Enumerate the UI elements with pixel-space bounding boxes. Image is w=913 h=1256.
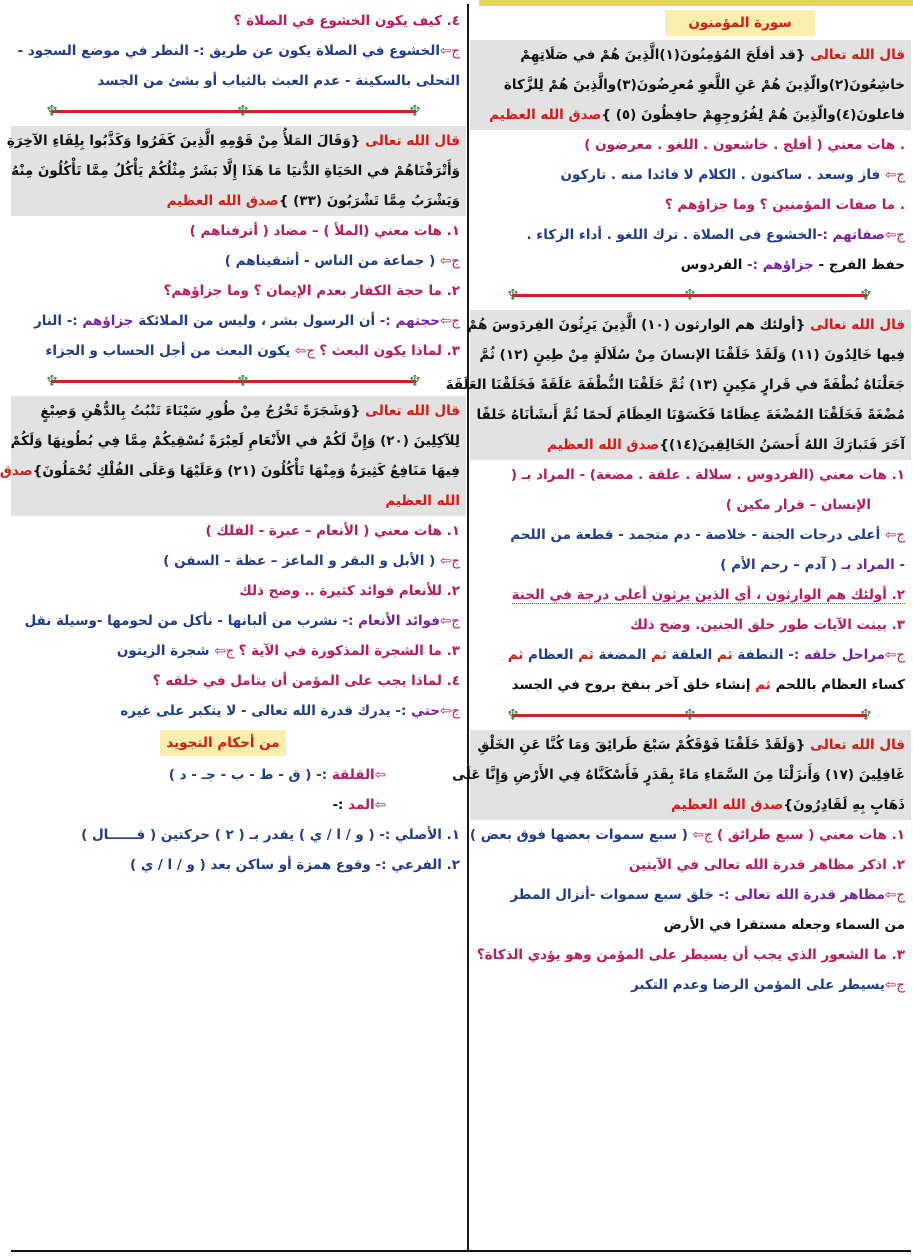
question: ٤. لماذا يجب على المؤمن أن يتامل في خلقه ؟ <box>152 673 460 689</box>
answer-keyword: ثم <box>716 647 733 663</box>
answer-text: ( آدم – رحم الأم ) <box>720 557 837 573</box>
ornament-icon: ♆ <box>683 286 697 304</box>
answer <box>11 546 466 576</box>
left-column <box>0 6 466 1250</box>
question: ٤. كيف يكون الخشوع في الصلاة ؟ <box>233 13 460 29</box>
ornament-icon: ♆ <box>408 102 422 120</box>
verse-text: {أولئك هم الوارثون (١٠) الَّذِينَ يَرِثُونَ الفِردَوسَ هُمْ <box>467 317 811 333</box>
answer-text: الخشوع في الصلاة يكون عن طريق :- النظر في موضع السجود - <box>17 43 440 59</box>
verse-intro: قال الله تعالى <box>810 47 905 63</box>
rule-text: :- <box>332 797 349 813</box>
verse-line: لِلآكِلِينَ (٢٠) وَإِنَّ لَكُمْ في الأَنْعَامِ لَعِبْرَةً نُسْقِيكُمْ مِمَّا فِي بُطُونِهَا وَلَكُمْ <box>11 426 466 456</box>
right-column <box>445 6 911 1250</box>
verse-line <box>470 430 911 460</box>
verse-line: فِيها خَالِدُونَ (١١) وَلَقَدْ خَلَقْنَا الإنسانَ مِنْ سُلَالَةٍ مِنْ طِينٍ (١٢) ثُمَّ <box>470 340 911 370</box>
verse-line <box>0 456 466 486</box>
separator-line <box>51 380 416 383</box>
rule-text: :- ( ق - ط - ب - جـ - د ) <box>168 767 332 783</box>
answer <box>470 550 911 580</box>
ornament-icon: ♆ <box>45 372 59 390</box>
verse-line <box>11 396 466 426</box>
question: ١. هات معني (الفردوس . سلالة . علقة . مضغة) - المراد بـ ( <box>510 467 905 483</box>
verse-text: {وَشَجَرَةً تَخْرُجُ مِنْ طُورِ سَيْنَاءَ تَنْبُتُ بِالدُّهْنِ وَصِبْغٍ <box>40 403 366 419</box>
verse-line <box>6 126 466 156</box>
ornament-icon: ♆ <box>408 372 422 390</box>
answer-label: صفاتهم :- <box>816 227 885 243</box>
ornament-icon: ♆ <box>45 102 59 120</box>
answer <box>470 640 911 670</box>
answer-keyword: ثم <box>651 647 667 663</box>
verse-text: وَيَشْرَبُ مِمَّا تَشْرَبُونَ (٣٣) } <box>278 193 460 209</box>
ornament-icon: ♆ <box>683 706 697 724</box>
answer-arrow-icon: ج⇦ <box>884 227 905 243</box>
verse-text: {وَقَالَ المَلأُ مِنْ قَوْمِهِ الَّذِينَ كَفَرُوا وَكَذَّبُوا بِلِقَاءِ الآخِرَةِ <box>6 133 366 149</box>
answer <box>11 696 466 726</box>
verse-intro: قال الله تعالى <box>810 317 905 333</box>
tajweed-rule <box>11 760 466 790</box>
verse-line <box>467 310 911 340</box>
answer-label: جزاؤهم <box>82 313 134 329</box>
answer-text: إنشاء خلق آخر بنفخ بروح في الجسد <box>511 677 756 693</box>
verse-line <box>470 730 911 760</box>
rule-label: القلقة <box>331 767 375 783</box>
verse-closing: صدق الله العظيم <box>489 107 602 123</box>
question: . ما صفات المؤمنين ؟ وما جزاؤهم ؟ <box>664 197 905 213</box>
ornament-icon: ♆ <box>236 102 250 120</box>
answer-text: العلقة <box>666 647 717 663</box>
question-text: ٣. ما الشجرة المذكورة في الآية ؟ <box>238 643 460 659</box>
answer <box>11 606 466 636</box>
question: ٣. ما الشعور الذي يجب أن يسيطر على المؤمن وهو يؤدي الذكاة؟ <box>476 947 905 963</box>
question-text: ١. هات معني ( سبع طرائق ) <box>716 827 905 843</box>
question: ٢. اذكر مظاهر قدرة الله تعالى في الآيتين <box>628 857 905 873</box>
answer-arrow-icon: ج⇦ <box>294 343 320 359</box>
answer-label: جزاؤهم :- <box>747 257 814 273</box>
verse-line: خاشِعُونَ(٢)والّذِينَ هُمْ عَنِ اللَّغوِ مُعرِضُونَ(٣)والَّذِينَ هُمْ لِلزَّكاة <box>470 70 911 100</box>
answer-text: كساء العظام باللحم <box>770 677 905 693</box>
answer-text: العظام <box>523 647 579 663</box>
hand-pointer-icon: ⇦ <box>374 797 386 813</box>
verse-intro: قال الله تعالى <box>365 403 460 419</box>
verse-intro: قال الله تعالى <box>810 737 905 753</box>
answer-label: مراحل خلقه :- <box>788 647 885 663</box>
qa-inline <box>11 636 466 666</box>
answer <box>470 520 911 550</box>
answer-arrow-icon: ج⇦ <box>439 613 460 629</box>
answer <box>470 670 911 700</box>
ornament-icon: ♆ <box>506 286 520 304</box>
answer <box>470 880 911 910</box>
answer <box>470 250 911 280</box>
question: ٢. ما حجة الكفار بعدم الإيمان ؟ وما جزاؤهم؟ <box>163 283 460 299</box>
hand-pointer-icon: ⇦ <box>374 767 386 783</box>
answer-text: يسيطر على المؤمن الرضا وعدم التكبر <box>631 977 885 993</box>
verse-closing: صدق الله العظيم <box>671 797 784 813</box>
answer-text: شجرة الزيتون <box>116 643 215 659</box>
answer-keyword: ثم <box>578 647 594 663</box>
verse-text: ذَهَابٍ بِهِ لَقَادِرُونَ} <box>783 797 905 813</box>
answer-arrow-icon: ج⇦ <box>439 553 460 569</box>
ornament-icon: ♆ <box>506 706 520 724</box>
question: ١. هات معني ( الأنعام – عبرة - الفلك ) <box>205 523 460 539</box>
answer-text: الخشوع فى الصلاة . ترك اللغو . أداء الزكاء . <box>526 227 817 243</box>
ornament-icon: ♆ <box>859 286 873 304</box>
question: ٣. بينت الآيات طور خلق الجنين. وضح ذلك <box>630 617 905 633</box>
answer-label: - المراد بـ <box>836 557 905 573</box>
answer-text: النطفة <box>732 647 789 663</box>
answer-arrow-icon: ج⇦ <box>214 643 239 659</box>
answer-label: فوائد الأنعام :- <box>342 613 440 629</box>
verse-line: جَعَلْنَاهُ نُطْفَةً في قَرارٍ مَكِينٍ (١٣) ثُمَّ خَلَقْنَا النُّطْفَةَ عَلَقَةً فَخَلَقْنَا العَلَقَةَ <box>470 370 911 400</box>
answer-text: الفردوس <box>680 257 748 273</box>
question <box>470 580 911 610</box>
tajweed-item: ١. الأصلي :- ( و / ا / ي ) يقدر بـ ( ٢ ) حركتين ( قــــــال ) <box>81 827 460 843</box>
answer-text: المضغة <box>593 647 652 663</box>
section-separator <box>11 96 466 126</box>
answer-text: ( الأبل و البقر و الماعز – عظة – السفن ) <box>163 553 440 569</box>
verse-closing-line: الله العظيم <box>11 486 466 516</box>
section-separator <box>11 366 466 396</box>
verse-text: فاعلونَ(٤)والّذِينَ هُمْ لِفُرُوجِهِمْ حافِظُونَ (٥) } <box>601 107 905 123</box>
answer-text: نشرب من ألبانها - نأكل من لحومها -وسيلة نقل <box>24 613 343 629</box>
answer-text: خلق سبع سموات -أنزال المطر <box>510 887 719 903</box>
verse-line: مُضْغَةً فَخَلَقْنَا المُضْغَةَ عِظَامًا فَكَسَوْنَا العِظَامَ لَحمًا ثُمَّ أَنشَأنَاهُ خَلقًا <box>470 400 911 430</box>
verse-text: آخَرَ فَتَبارَكَ اللهُ أَحسَنُ الخَالِقِينَ(١٤)} <box>659 437 905 453</box>
verse-closing: صدق <box>0 463 33 479</box>
qa-inline <box>470 820 911 850</box>
rule-label: المد <box>348 797 375 813</box>
question-text: ٢. أولئك هم الوارثون ، أي الذين يرثون أعلى درجة في الجنة <box>511 587 905 603</box>
answer-text: فاز وسعد . ساكنون . الكلام لا فائدا منه . تاركون <box>560 167 885 183</box>
verse-closing: صدق الله العظيم <box>547 437 660 453</box>
answer-arrow-icon: ج⇦ <box>439 43 460 59</box>
answer-arrow-icon: ج⇦ <box>884 167 905 183</box>
verse-intro: قال الله تعالى <box>365 133 460 149</box>
answer-text: ( جماعة من الناس - أشقيناهم ) <box>224 253 440 269</box>
answer-arrow-icon: ج⇦ <box>439 313 460 329</box>
question: ١. هات معني (الملأ ) – مضاد ( أترفناهم ) <box>189 223 460 239</box>
answer-arrow-icon: ج⇦ <box>884 887 905 903</box>
question-continued: الإنسان – قرار مكين ) <box>725 497 871 513</box>
verse-closing: صدق الله العظيم <box>166 193 279 209</box>
separator-line <box>51 110 416 113</box>
answer <box>11 306 466 336</box>
section-separator <box>470 280 911 310</box>
answer-text: :- النار <box>33 313 83 329</box>
ornament-icon: ♆ <box>859 706 873 724</box>
verse-text: فِيهَا مَنَافِعُ كَثِيرَةٌ وَمِنْهَا تَأْكُلُونَ (٢١) وَعَلَيْهَا وَعَلَى الفُلْكِ تُحْمَلُونَ} <box>32 463 460 479</box>
verse-line <box>470 790 911 820</box>
answer <box>11 36 466 66</box>
verse-line <box>470 100 911 130</box>
tajweed-rule <box>11 790 466 820</box>
answer-text: يكون البعث من أجل الحساب و الجزاء <box>45 343 295 359</box>
answer <box>11 246 466 276</box>
answer-arrow-icon: ج⇦ <box>884 527 905 543</box>
answer-arrow-icon: ج⇦ <box>884 977 905 993</box>
ornament-icon: ♆ <box>236 372 250 390</box>
verse-line: وَأَتْرَفْنَاهُمْ في الحَيَاةِ الدُّنيَا مَا هَذَا إِلَّا بَشَرٌ مِثْلُكُمْ يَأْكُلُ مِمَّا تَأْكُلُونَ مِنْهُ <box>11 156 466 186</box>
answer-text: ( سبع سموات بعضها فوق بعض ) <box>469 827 693 843</box>
qa-inline <box>11 336 466 366</box>
verse-text: {قد أفلَحَ المُؤمِنُونَ(١)الَّذِينَ هُمْ في صَلَاتِهِمْ <box>520 47 811 63</box>
question-text: ٣. لماذا يكون البعث ؟ <box>319 343 460 359</box>
answer-text: أعلى درجات الجنة - خلاصة - دم متجمد - قطعة من اللحم <box>510 527 885 543</box>
answer-continued: من السماء وجعله مستقرا في الأرض <box>663 917 905 933</box>
tajweed-item: ٢. الفرعي :- وقوع همزة أو ساكن بعد ( و / ا / ي ) <box>129 857 460 873</box>
verse-line <box>11 186 466 216</box>
verse-line: غَافِلِينَ (١٧) وَأَنزَلْنَا مِنَ السَّمَاءِ مَاءً بِقَدَرٍ فَأَسْكَنَّاهُ فِي الأَرْضِ وَإِنَّا عَلَى <box>470 760 911 790</box>
surah-header <box>470 6 911 40</box>
answer-keyword: ثم <box>507 647 524 663</box>
answer-arrow-icon: ج⇦ <box>439 253 460 269</box>
verse-text: {وَلَقَدْ خَلَقْنَا فَوْقَكُمْ سَبْعَ طَرائِقَ وَمَا كُنَّا عَنِ الخَلْقِ <box>477 737 811 753</box>
section-separator <box>470 700 911 730</box>
answer-text: أن الرسول بشر ، وليس من الملائكة <box>133 313 380 329</box>
answer-continued: التحلى بالسكينة - عدم العبث بالثياب أو بشئ من الجسد <box>97 73 460 89</box>
answer-label: مظاهر قدرة الله تعالى :- <box>718 887 885 903</box>
question: . هات معني ( أفلح . خاشعون . اللغو . معرضون ) <box>584 137 905 153</box>
surah-title: سورة المؤمنون <box>665 10 815 36</box>
answer <box>470 220 911 250</box>
verse-line <box>470 40 911 70</box>
answer <box>470 970 911 1000</box>
bottom-border <box>11 1250 911 1252</box>
column-divider <box>467 4 469 1252</box>
answer-arrow-icon: ج⇦ <box>884 647 905 663</box>
answer-keyword: ثم <box>755 677 771 693</box>
answer-text: حفظ الفرج - <box>813 257 905 273</box>
answer-label: حتي <box>411 703 440 719</box>
answer-label: حجتهم :- <box>379 313 440 329</box>
answer-text: :- يدرك قدرة الله تعالى - لا يتكبر على غيره <box>120 703 412 719</box>
answer <box>470 160 911 190</box>
tajweed-header <box>11 726 466 760</box>
answer-arrow-icon: ج⇦ <box>439 703 460 719</box>
tajweed-title: من أحكام التجويد <box>160 730 286 756</box>
question: ٢. للأنعام فوائد كثيرة .. وضح ذلك <box>239 583 460 599</box>
answer-arrow-icon: ج⇦ <box>692 827 717 843</box>
